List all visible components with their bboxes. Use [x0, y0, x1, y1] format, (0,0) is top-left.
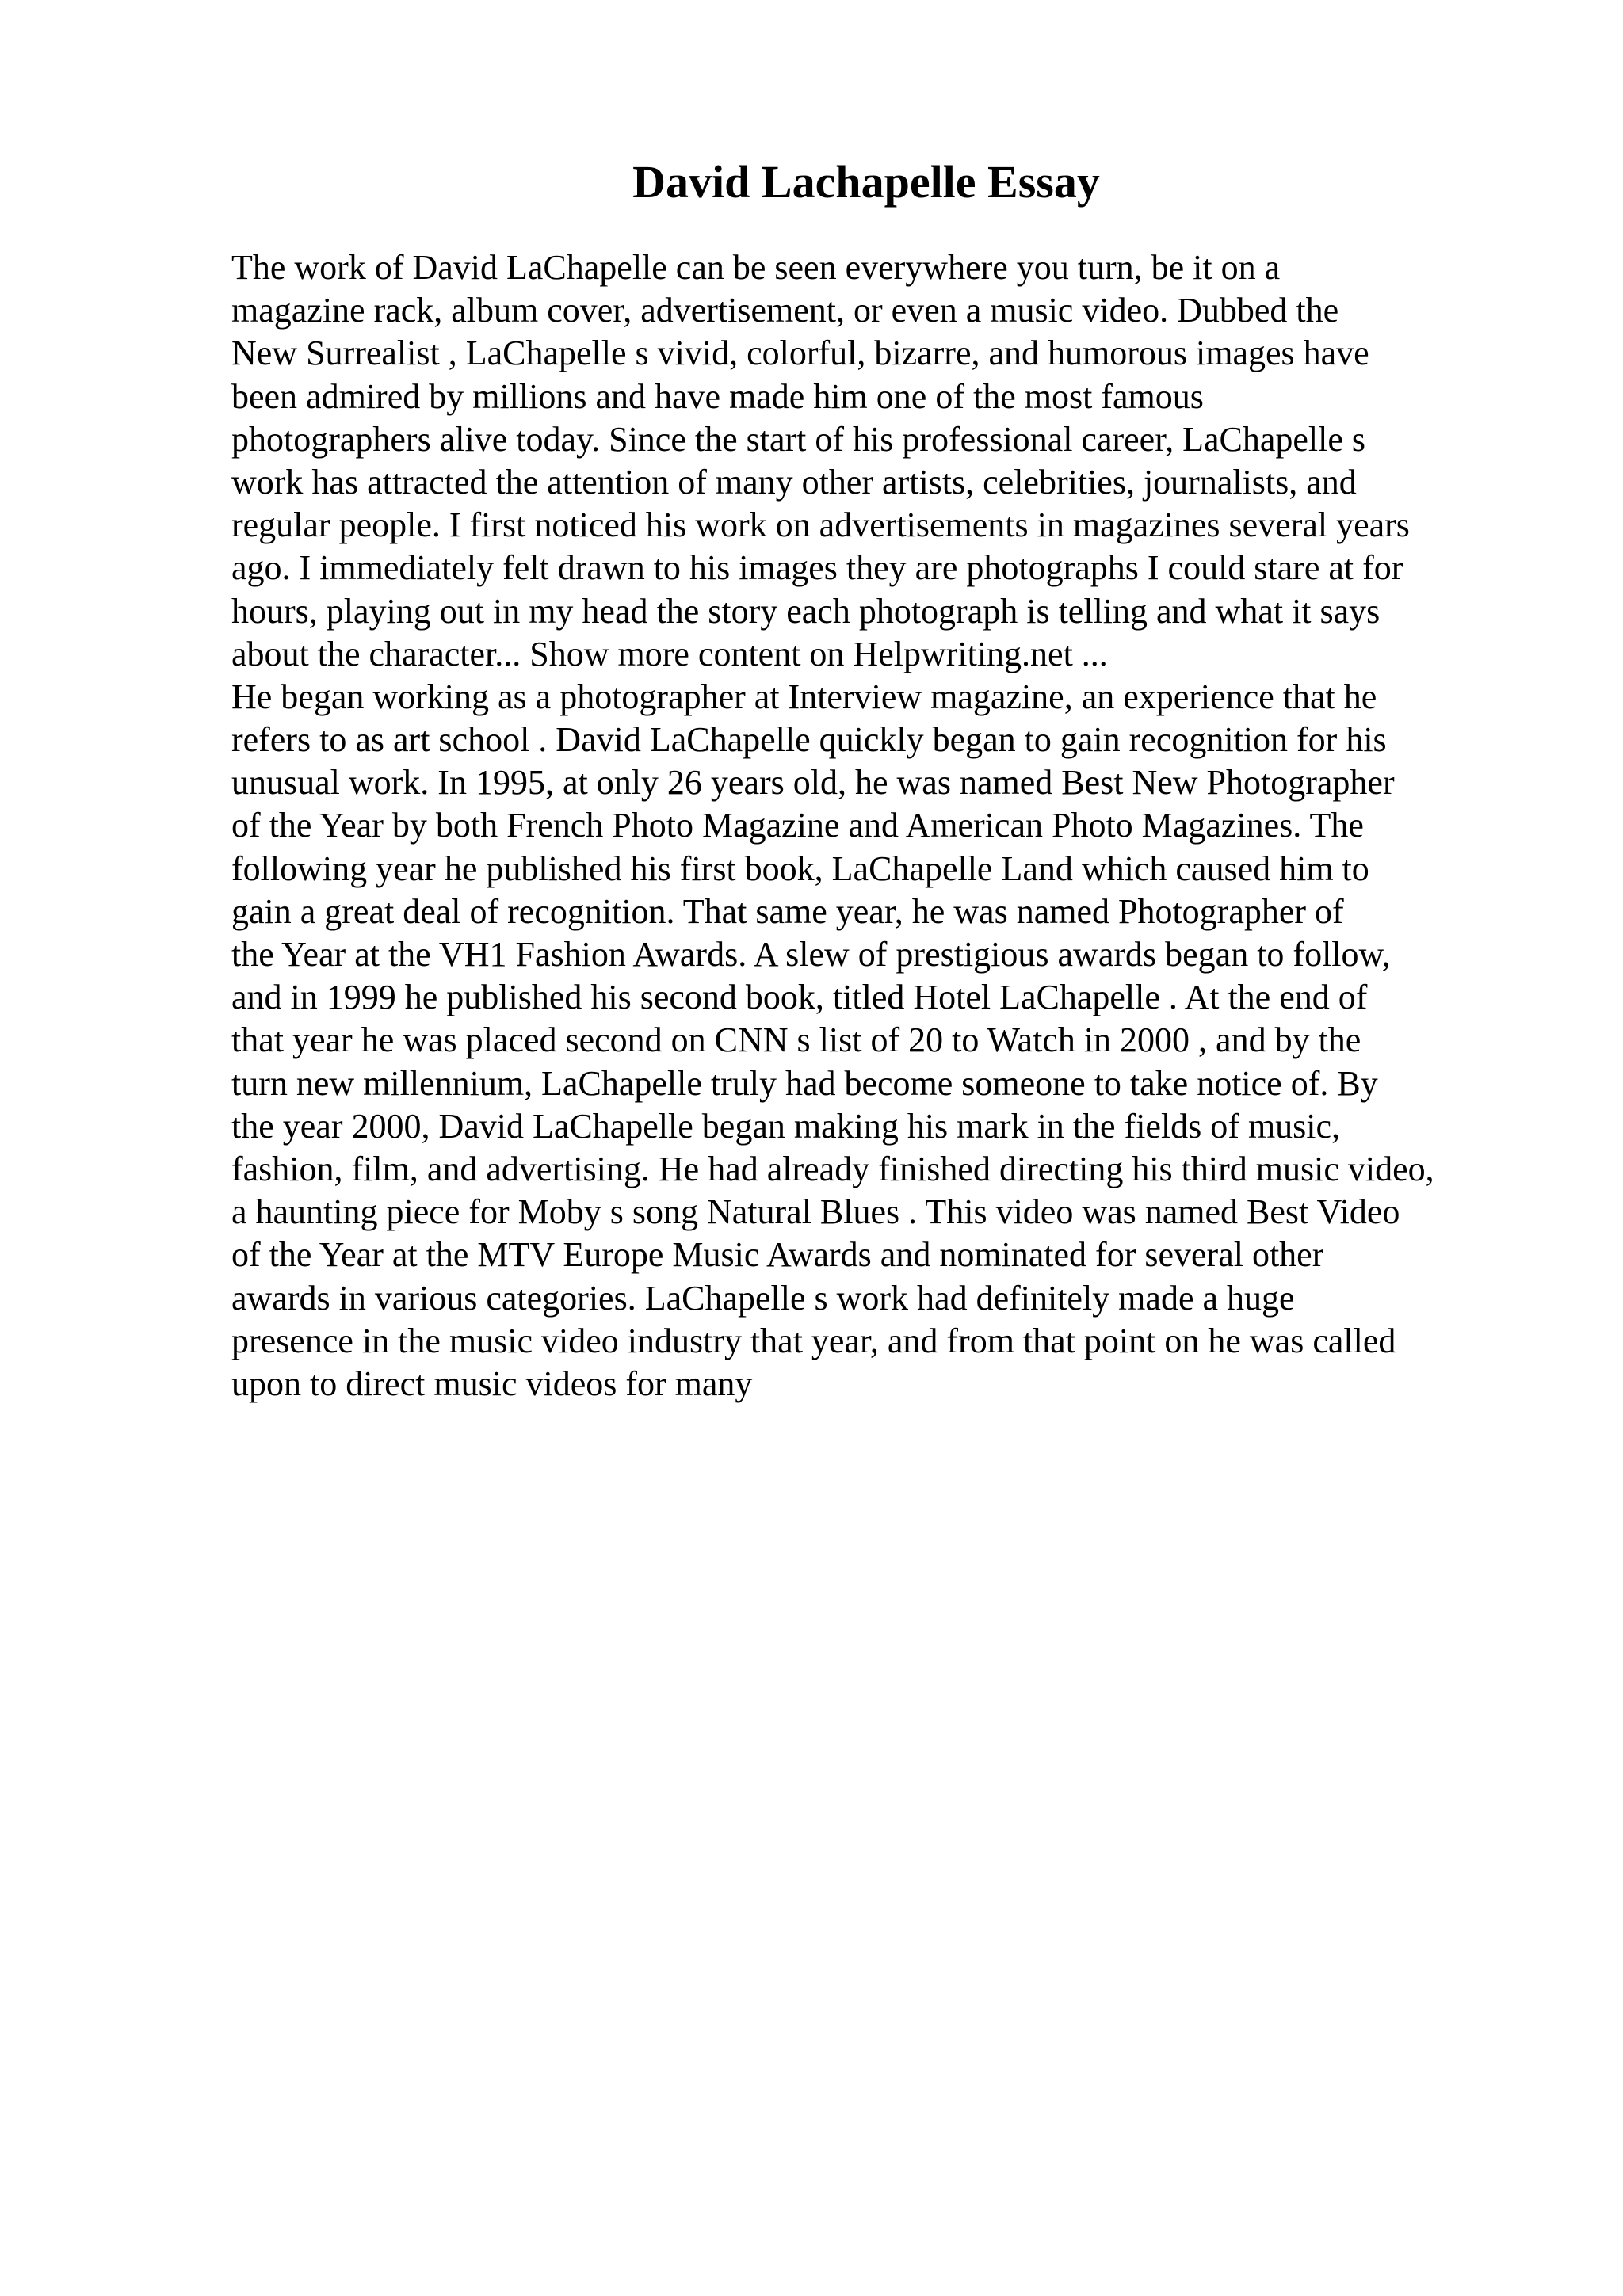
- text-line: He began working as a photographer at Interview magazine, an experience that he: [231, 677, 1377, 716]
- text-line: gain a great deal of recognition. That same year, he was named Photographer of: [231, 891, 1344, 931]
- text-line: the Year at the VH1 Fashion Awards. A slew of prestigious awards began to follow,: [231, 935, 1391, 974]
- text-line: New Surrealist , LaChapelle s vivid, colorful, bizarre, and humorous images have: [231, 334, 1369, 373]
- text-line: unusual work. In 1995, at only 26 years old, he was named Best New Photographer: [231, 763, 1395, 803]
- text-line: awards in various categories. LaChapelle s work had definitely made a huge: [231, 1278, 1295, 1318]
- text-line: magazine rack, album cover, advertisement, or even a music video. Dubbed the: [231, 291, 1339, 330]
- text-line: turn new millennium, LaChapelle truly had become someone to take notice of. By: [231, 1063, 1378, 1103]
- text-line: of the Year by both French Photo Magazine and American Photo Magazines. The: [231, 806, 1364, 845]
- text-line: The work of David LaChapelle can be seen everywhere you turn, be it on a: [231, 248, 1281, 287]
- text-line: work has attracted the attention of many other artists, celebrities, journalists, and: [231, 462, 1357, 502]
- text-line: and in 1999 he published his second book, titled Hotel LaChapelle . At the end of: [231, 978, 1368, 1017]
- text-line: been admired by millions and have made him one of the most famous: [231, 376, 1204, 416]
- text-line: ago. I immediately felt drawn to his images they are photographs I could stare at for: [231, 548, 1403, 588]
- essay-body: [231, 246, 1594, 1405]
- text-line: upon to direct music videos for many: [231, 1363, 753, 1403]
- text-line: about the character... Show more content on Helpwriting.net ...: [231, 634, 1108, 673]
- text-line: hours, playing out in my head the story each photograph is telling and what it says: [231, 591, 1381, 631]
- text-line: following year he published his first book, LaChapelle Land which caused him to: [231, 849, 1369, 888]
- text-line: photographers alive today. Since the start of his professional career, LaChapelle s: [231, 419, 1366, 459]
- text-line: refers to as art school . David LaChapelle quickly began to gain recognition for his: [231, 720, 1387, 760]
- text-line: a haunting piece for Moby s song Natural Blues . This video was named Best Video: [231, 1192, 1400, 1232]
- text-line: fashion, film, and advertising. He had already finished directing his third music video,: [231, 1149, 1434, 1188]
- text-line: presence in the music video industry that year, and from that point on he was called: [231, 1321, 1396, 1360]
- text-line: that year he was placed second on CNN s list of 20 to Watch in 2000 , and by the: [231, 1020, 1361, 1060]
- text-line: of the Year at the MTV Europe Music Awards and nominated for several other: [231, 1235, 1324, 1275]
- text-line: regular people. I first noticed his work on advertisements in magazines several years: [231, 505, 1410, 545]
- document-title: David Lachapelle Essay: [632, 156, 1100, 208]
- text-line: the year 2000, David LaChapelle began making his mark in the fields of music,: [231, 1106, 1341, 1146]
